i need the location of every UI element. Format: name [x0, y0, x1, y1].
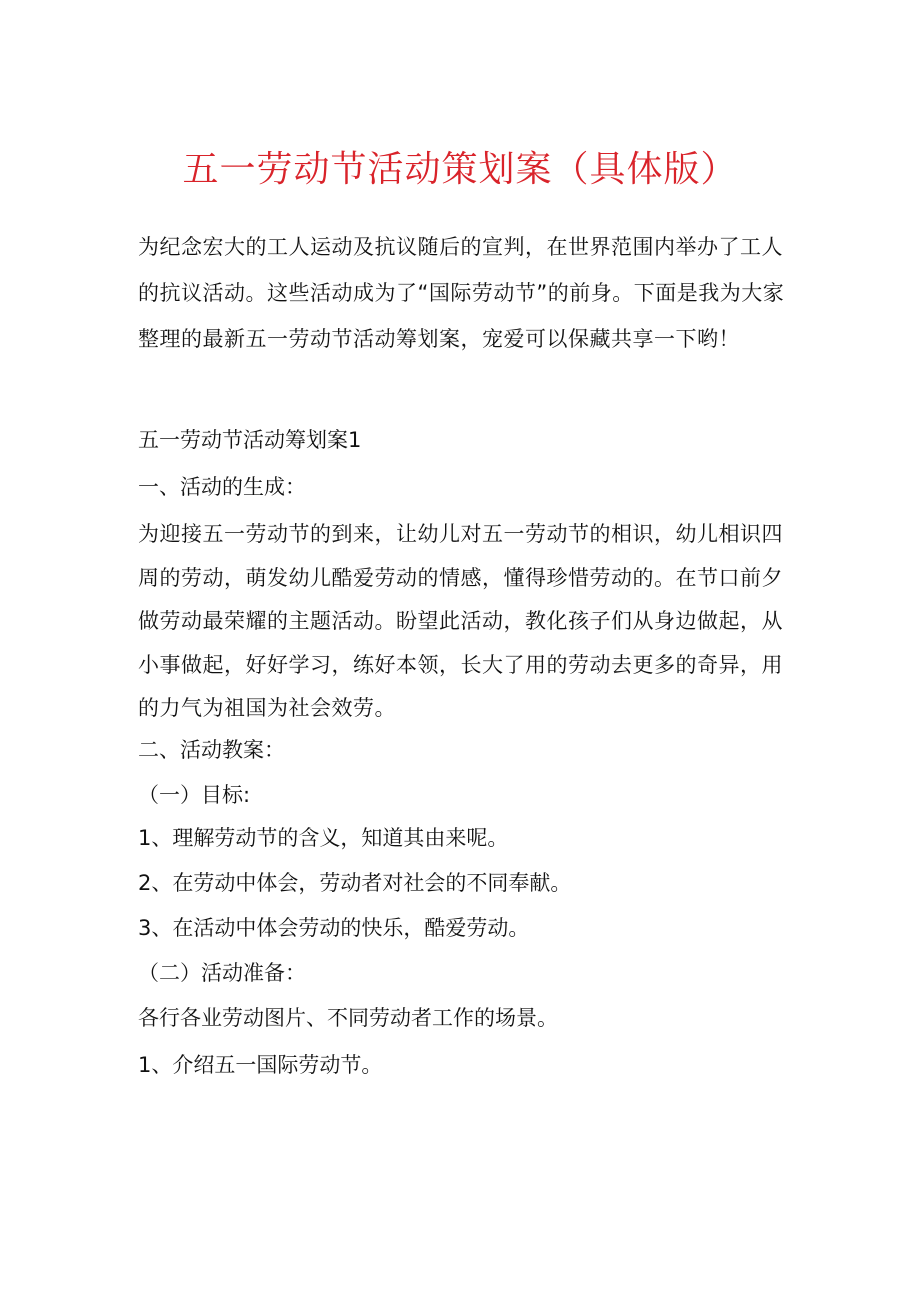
intro-paragraph: 为纪念宏大的工人运动及抗议随后的宣判，在世界范围内举办了工人的抗议活动。这些活动成为了“国际劳动节”的前身。下面是我为大家整理的最新五一劳动节活动筹划案，宠爱可以保藏共享一下哟！	[138, 235, 785, 351]
preparation-text: 各行各业劳动图片、不同劳动者工作的场景。	[138, 1006, 558, 1030]
goal-item-3: 3、在活动中体会劳动的快乐，酷爱劳动。	[138, 916, 530, 940]
step-item-1: 1、介绍五一国际劳动节。	[138, 1053, 383, 1077]
paragraph-activity-origin: 为迎接五一劳动节的到来，让幼儿对五一劳动节的相识，幼儿相识四周的劳动，萌发幼儿酷爱劳动的情感，懂得珍惜劳动的。在节口前夕做劳动最荣耀的主题活动。盼望此活动，教化孩子们从身边做起，从小事做起，好好学习，练好本领，长大了用的劳动去更多的奇异，用的力气为祖国为社会效劳。	[138, 522, 783, 720]
document-title: 五一劳动节活动策划案（具体版）	[182, 149, 738, 190]
goal-item-2: 2、在劳动中体会，劳动者对社会的不同奉献。	[138, 871, 572, 895]
subheading-goals: （一）目标:	[138, 783, 251, 807]
heading-activity-plan: 二、活动教案：	[138, 738, 285, 762]
heading-activity-origin: 一、活动的生成：	[138, 475, 306, 499]
section-title: 五一劳动节活动筹划案1	[138, 428, 362, 452]
subheading-preparation: （二）活动准备：	[138, 961, 306, 985]
goal-item-1: 1、理解劳动节的含义，知道其由来呢。	[138, 826, 509, 850]
